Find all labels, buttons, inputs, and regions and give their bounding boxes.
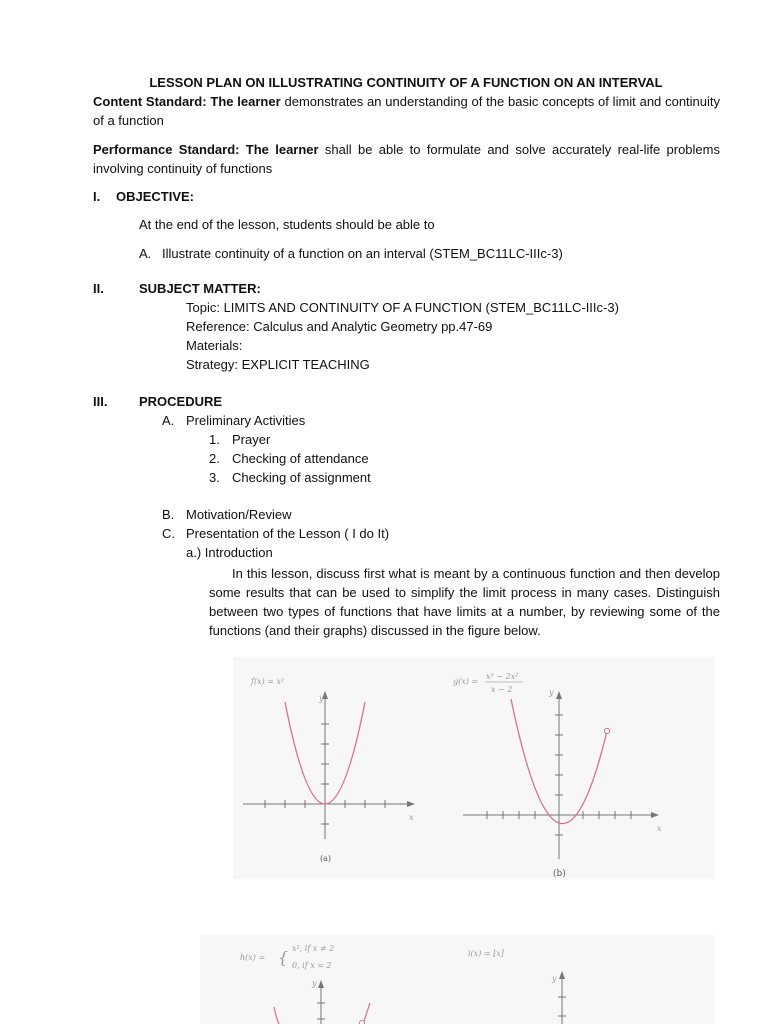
- introduction-label: a.) Introduction: [186, 545, 273, 560]
- list-item-number: 3.: [209, 470, 220, 485]
- formula-h-name: h(x) =: [240, 953, 266, 962]
- procedure-numeral: III.: [93, 394, 108, 409]
- content-standard-label: Content Standard: The learner: [93, 94, 281, 109]
- y-arrow-b: [556, 691, 562, 699]
- figure-bottom-graphs: [200, 935, 715, 1024]
- x-label-a: x: [409, 813, 414, 822]
- procedure-heading: PROCEDURE: [139, 394, 223, 409]
- figure-top: [233, 657, 715, 879]
- list-item-number: 2.: [209, 451, 220, 466]
- list-item: Prayer: [232, 432, 271, 447]
- content-standard: [93, 92, 720, 130]
- formula-g-den: x − 2: [491, 685, 513, 694]
- x-label-b: x: [657, 824, 662, 833]
- procedure-c-letter: C.: [162, 526, 175, 541]
- caption-b: (b): [553, 869, 566, 879]
- performance-standard-label: Performance Standard: The learner: [93, 142, 319, 157]
- formula-h-case1: x², if x ≠ 2: [292, 944, 335, 953]
- y-arrow-c: [318, 980, 324, 988]
- formula-g-num: x³ − 2x²: [486, 672, 519, 681]
- procedure-c-label: Presentation of the Lesson ( I do It): [186, 526, 390, 541]
- curve-h-left: [274, 1007, 279, 1024]
- formula-f: f(x) = x²: [251, 677, 285, 686]
- formula-i: i(x) = [x]: [468, 949, 504, 958]
- performance-standard: [93, 140, 720, 178]
- y-label-a: y: [319, 694, 324, 703]
- objective-intro: At the end of the lesson, students should be able to: [139, 217, 435, 232]
- list-item: Checking of attendance: [232, 451, 369, 466]
- formula-g-name: g(x) =: [453, 677, 479, 686]
- subject-matter-numeral: II.: [93, 281, 104, 296]
- list-item: Checking of assignment: [232, 470, 371, 485]
- procedure-a-letter: A.: [162, 413, 175, 428]
- brace-h: {: [278, 948, 289, 967]
- figure-top-graphs: [233, 657, 715, 879]
- procedure-a-label: Preliminary Activities: [186, 413, 306, 428]
- objective-heading: OBJECTIVE:: [116, 189, 195, 204]
- objective-item-letter: A.: [139, 246, 152, 261]
- subject-topic: Topic: LIMITS AND CONTINUITY OF A FUNCTION (STEM_BC11LC-IIIc-3): [186, 300, 619, 315]
- subject-strategy: Strategy: EXPLICIT TEACHING: [186, 357, 370, 372]
- list-item-number: 1.: [209, 432, 220, 447]
- formula-h-case2: 0, if x = 2: [292, 961, 332, 970]
- content-standard-text: demonstrates an understanding of the basic concepts of limit and continuity of a function: [93, 94, 721, 128]
- objective-numeral: I.: [93, 189, 101, 204]
- x-arrow-a: [407, 801, 415, 807]
- page-title: LESSON PLAN ON ILLUSTRATING CONTINUITY OF A FUNCTION ON AN INTERVAL: [149, 75, 663, 90]
- y-arrow-d: [559, 971, 565, 979]
- y-label-d: y: [552, 974, 557, 983]
- subject-materials: Materials:: [186, 338, 243, 353]
- procedure-b-label: Motivation/Review: [186, 507, 292, 522]
- performance-standard-text: shall be able to formulate and solve accurately real-life problems involving continuity of functions: [93, 142, 720, 176]
- open-point-g: [604, 728, 609, 733]
- y-label-b: y: [549, 688, 554, 697]
- subject-matter-heading: SUBJECT MATTER:: [139, 281, 261, 296]
- procedure-b-letter: B.: [162, 507, 175, 522]
- figure-bottom: [200, 935, 715, 1024]
- objective-item-text: Illustrate continuity of a function on an interval (STEM_BC11LC-IIIc-3): [162, 246, 563, 261]
- x-arrow-b: [651, 812, 659, 818]
- introduction-text: In this lesson, discuss first what is meant by a continuous function and then develop some results that can be used to simplify the limit process in many cases. Distinguish between two types of functions that have limits at a number, by reviewing some of the functions (and their graphs) discussed in the figure below.: [209, 566, 720, 638]
- open-point-h: [360, 1021, 365, 1024]
- caption-a: (a): [320, 854, 332, 863]
- subject-reference: Reference: Calculus and Analytic Geometry pp.47-69: [186, 319, 493, 334]
- y-label-c: y: [312, 979, 317, 988]
